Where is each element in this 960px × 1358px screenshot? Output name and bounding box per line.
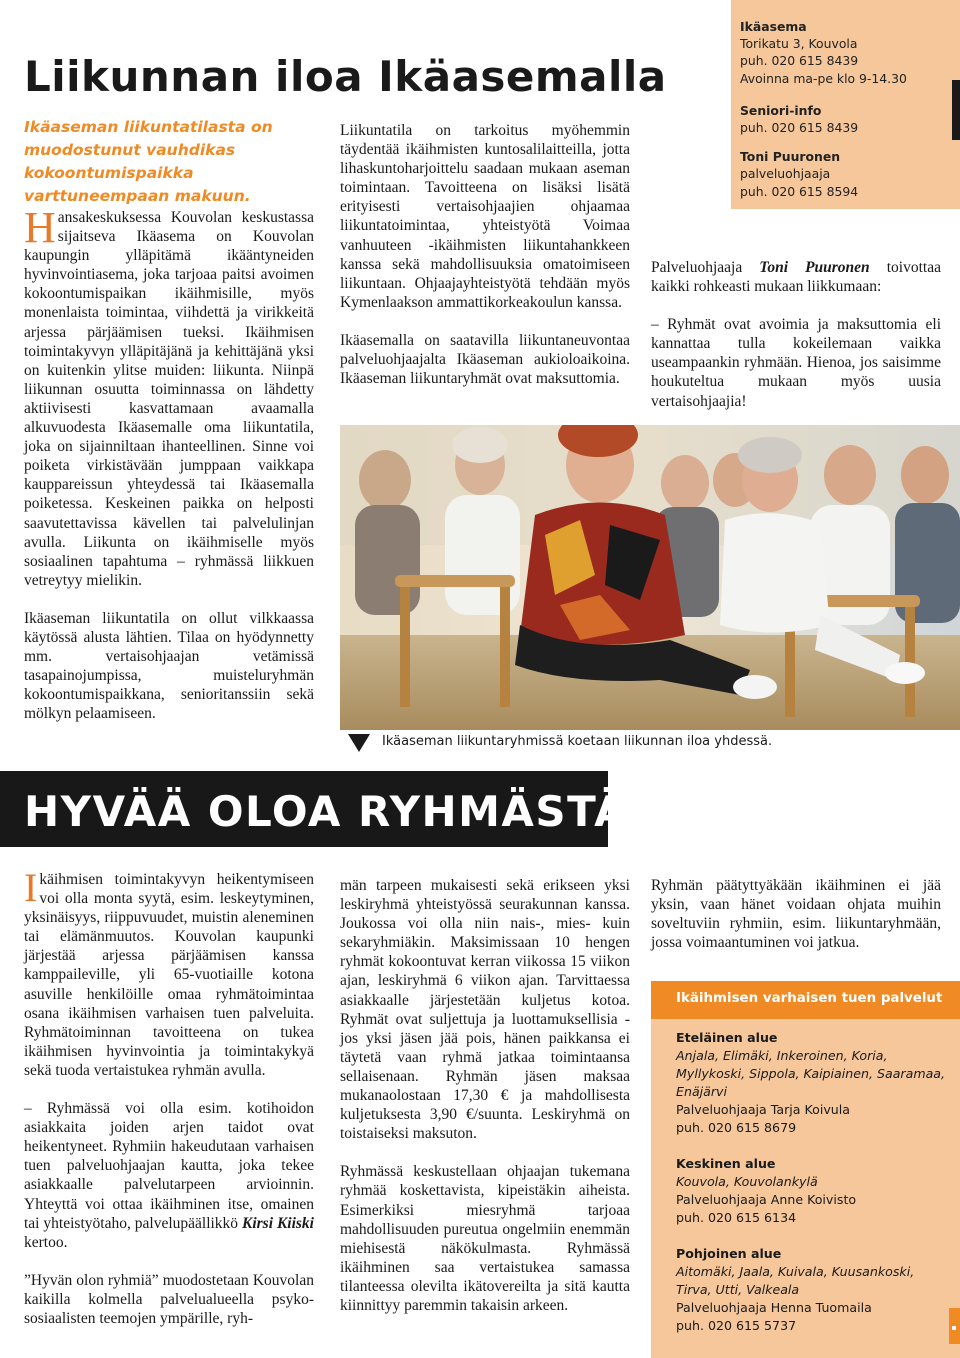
article2-paragraph: ”Hyvän olon ryhmiä” muodostetaan Kouvolan kaikilla kolmella palvelualueella psyko-sosiaalisten teemojen ympärille, ryh- — [24, 1271, 314, 1327]
paragraph-text: toivottaa kaikki rohkeasti mukaan liikkumaan: — [651, 259, 941, 296]
region-contact: Palveluohjaaja Anne Koivisto — [676, 1192, 857, 1207]
article1-quote: – Ryhmät ovat avoimia ja maksuttomia eli kannattaa tulla kokeilemaan vaikka useampaankin ryhmään. Hienoa, jos saisimme houkuteltua mukaan myös uusia vertaisohjaajia! — [651, 316, 941, 410]
region-contact: Palveluohjaaja Tarja Koivula — [676, 1102, 850, 1117]
article1-column-3 — [651, 258, 941, 411]
contact-info-box — [731, 0, 960, 209]
article1-paragraph: Ikäasemalla on saatavilla liikuntaneuvontaa palveluohjaajalta Ikäaseman aukioloaikoina. Ikäaseman liikuntaryhmät ovat maksuttomia. — [340, 331, 630, 388]
region-phone: puh. 020 615 5737 — [676, 1318, 797, 1333]
drop-cap: I — [24, 865, 38, 910]
caption-triangle-icon — [348, 734, 370, 752]
article2-banner — [0, 771, 629, 847]
article2-column-2 — [340, 876, 630, 1315]
article1-paragraph — [24, 203, 314, 590]
photo-caption — [348, 734, 948, 758]
page-marker — [949, 1308, 960, 1344]
region-list — [676, 1029, 946, 1335]
region-places: Kouvola, Kouvolankylä — [676, 1174, 818, 1189]
paragraph-text: Palveluohjaaja — [651, 259, 760, 276]
article1-column-2 — [340, 121, 630, 388]
article-lead: Ikäaseman liikuntatilasta on muodostunut vauhdikas kokoontumispaikka varttuneempaan makuun. — [24, 118, 273, 205]
article2-paragraph — [24, 865, 314, 1080]
early-support-services-box — [651, 981, 960, 1358]
services-box-header — [651, 981, 960, 1019]
caption-text: Ikäaseman liikuntaryhmissä koetaan liikunnan iloa yhdessä. — [382, 734, 773, 749]
article2-column-1 — [24, 865, 314, 1328]
region-item — [676, 1029, 946, 1137]
info-line: Avoinna ma-pe klo 9-14.30 — [740, 70, 907, 86]
article1-paragraph: Liikuntatila on tarkoitus myöhemmin täydentää ikäihmisten kuntosalilaitteilla, jotta lihaskuntoharjoittelu saadaan mukaan aseman toimintaan. Tavoitteena on lisäksi lisätä erityisesti vertaisohjaajien ohjaamaa liikuntatoimintaa, yhteistyötä Voimaa vanhuuteen -ikäihmisten liikuntahankkeen kanssa sekä mahdollisuuksia omatoimiseen liikuntaan. Ohjaajayhteistyötä tehdään myös Kymenlaakson ammattikorkeakoulun kanssa. — [340, 122, 630, 311]
region-phone: puh. 020 615 8679 — [676, 1120, 797, 1135]
page-edge-tab — [950, 80, 960, 140]
region-item — [676, 1245, 946, 1335]
region-places: Aitomäki, Jaala, Kuivala, Kuusankoski, Tirva, Utti, Valkeala — [676, 1264, 915, 1297]
article1-paragraph: Ikäaseman liikuntatila on ollut vilkkaassa käytössä alusta lähtien. Tilaa on hyödynnetty mm. vertaisohjaajan vetämissä tasapainojumpissa, muisteluryhmän kokoontumispaikkana, senioritanssiin sekä mölkyn pelaamiseen. — [24, 609, 314, 723]
article1-column-1 — [24, 203, 314, 723]
region-item — [676, 1155, 946, 1227]
article2-column-3 — [651, 876, 941, 952]
info-line: puh. 020 615 8439 — [740, 53, 859, 69]
info-heading: Ikäasema — [740, 19, 807, 34]
region-name: Pohjoinen alue — [676, 1246, 782, 1261]
article-title: Liikunnan iloa Ikäasemalla — [24, 52, 667, 101]
article2-paragraph: Ryhmän päätyttyäkään ikäihminen ei jää yksin, vaan hänet voidaan ohjata muihin soveltuviin ryhmiin, esim. liikuntaryhmään, jossa voimaantuminen voi jatkua. — [651, 877, 941, 952]
region-name: Eteläinen alue — [676, 1030, 778, 1045]
region-contact: Palveluohjaaja Henna Tuomaila — [676, 1300, 872, 1315]
info-line: puh. 020 615 8439 — [740, 120, 859, 136]
services-box-title: Ikäihmisen varhaisen tuen palvelut — [676, 991, 943, 1006]
person-name: Kirsi Kiiski — [242, 1214, 314, 1232]
info-line: puh. 020 615 8594 — [740, 183, 859, 199]
paragraph-text: kertoo. — [24, 1233, 68, 1251]
info-heading: Toni Puuronen — [740, 149, 841, 165]
paragraph-text: – Ryhmässä voi olla esim. kotihoidon asiakkaita joiden arjen taidot ovat heikentyneet. Ryhmiin hakeudutaan varhaisen tuen palveluohjaajan kautta, joka tekee asiakkaalle palvelutarpeen arvioinnin. Yhteyttä voi ottaa ikäihminen itse, omainen tai yhteistyötaho, palvelupäällikkö — [24, 1100, 314, 1232]
region-places: Anjala, Elimäki, Inkeroinen, Koria, Myllykoski, Sippola, Kaipiainen, Saaramaa, Enäjärvi — [676, 1048, 946, 1099]
article2-title: HYVÄÄ OLOA RYHMÄSTÄ — [24, 787, 629, 836]
article2-paragraph — [24, 1099, 314, 1252]
article2-paragraph: män tarpeen mukaisesti sekä erikseen yksi leskiryhmä yhteistyössä seurakunnan kanssa. Joukossa voi olla niin nais-, mies- kuin sekaryhmiäkin. Maksimissaan 10 hengen ryhmät kokoontuvat kerran viikossa 15 viikon ajan, leskiryhmä 6 viikon ajan. Tarvittaessa asiakkaalle järjestetään kuljetus kotoa. Ryhmät ovat suljettuja ja luottamuksellisia - jos yksi jäsen jää pois, hänen paikkansa ei täytetä vaan ryhmä jatkaa toimintaansa sellaisenaan. Ryhmän jäsen maksaa mukanaolostaan 17,30 € ja mahdollisesta kuljetuksesta 3,90 €/suunta. Leskiryhmä on toistaiseksi maksuton. — [340, 877, 630, 1143]
info-heading: Seniori-info — [740, 102, 822, 118]
region-phone: puh. 020 615 6134 — [676, 1210, 797, 1225]
article2-paragraph: Ryhmässä keskustellaan ohjaajan tukemana ryhmää koskettavista, kipeistäkin aiheista. Esimerkiksi miesryhmä tarjoaa mahdollisuuden pureutua ongelmiin enemmän miehisestä näkökulmasta. Ryhmässä ikäihminen saa vertaistukea samassa tilanteessa olevilta ikätovereilta ja sitä kautta kiinnittyy paremmin takaisin arkeen. — [340, 1163, 630, 1314]
photo-illustration — [340, 425, 960, 730]
info-line: Torikatu 3, Kouvola — [740, 36, 858, 52]
group-exercise-photo — [340, 425, 960, 730]
info-line: palveluohjaaja — [740, 166, 831, 182]
region-name: Keskinen alue — [676, 1156, 776, 1171]
paragraph-text: ansakeskuksessa Kouvolan keskustassa sijaitseva Ikäasema on Kouvolan kaupungin ylläpitämä ikääntyneiden hyvinvointiasema, joka tarjoaa paitsi avoimen kokoontumispaikan ikäihmisille, myös monenlaista toimintaa, viihdettä ja virikkeitä arjessa pärjäämisen tueksi. Ikäihmisen toimintakyvyn ylläpitäjänä ja kehittäjänä yksi on kuitenkin ylitse muiden: liikunta. Niinpä liikunnan osuutta toiminnassa on lähdetty aktiivisesti kasvattamaan avaamalla alkuvuodesta Ikäasemalle oma liikuntatila, joka on sijainniltaan ihanteellinen. Sinne voi poiketa virkistävään jumppaan vaikkapa kauppareissun yhteydessä tai Ikäasemalla poiketessa. Keskeinen paikka on helposti saavutettavissa kävellen tai palvelulinjan avulla. Liikunta on ikäihmiselle myös sosiaalinen tapahtuma – ryhmässä liikkuen vetreytyy mielikin. — [24, 209, 314, 589]
person-name: Toni Puuronen — [759, 259, 870, 276]
article1-paragraph — [651, 258, 941, 296]
paragraph-text: käihmisen toimintakyvyn heikentymiseen voi olla monta syytä, esim. leskeytyminen, yksinäisyys, riippuvuudet, muistin aleneminen tai elämänmuutos. Kouvolan kaupunki järjestää arjessa pärjäämisen kanssa kamppaileville, yli 65-vuotiaille kotona asuville henkilöille omaa ryhmätoimintaa osana ikäihmisen varhaisen tuen palveluita. Ryhmätoiminnan tavoitteena on tukea ikäihmisen hyvinvointia ja toimintakykyä sekä tuoda vertaistukea ryhmän avulla. — [24, 871, 314, 1079]
drop-cap: H — [24, 203, 56, 252]
